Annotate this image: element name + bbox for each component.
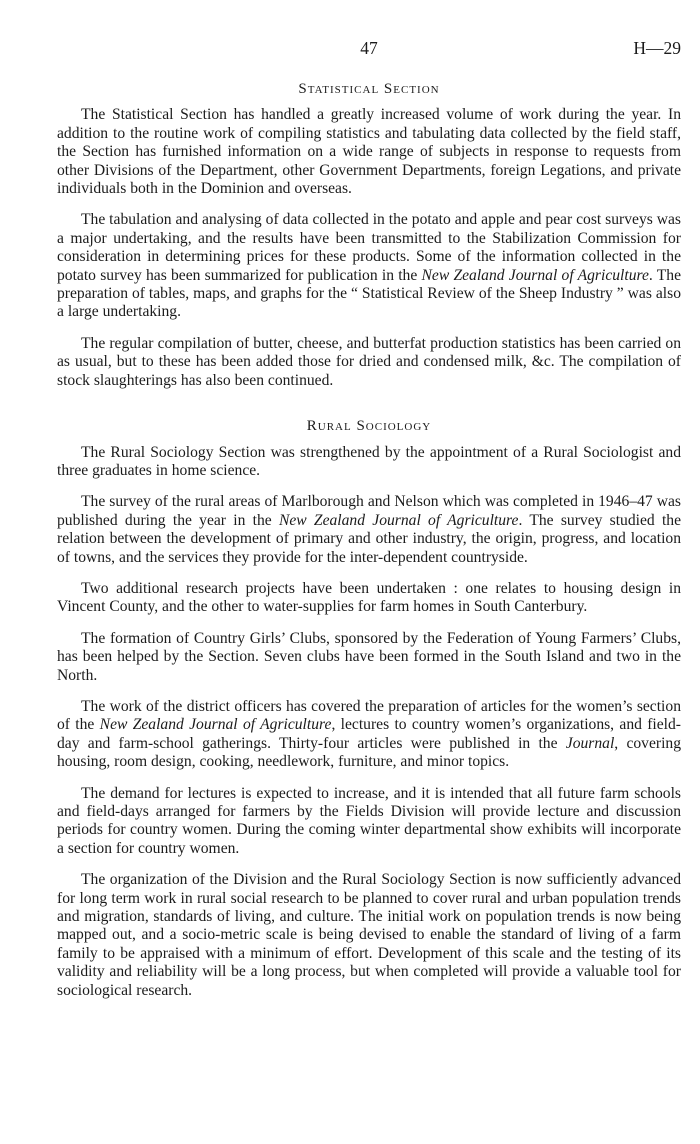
document-reference: H—29 [633,38,681,58]
paragraph [57,871,681,1000]
page-header [57,38,681,62]
paragraph-text: , lectures to country women’s organizations, and field-day and farm-school gatherings. Thirty-four articles were published in the [57,716,681,752]
paragraph [57,335,681,390]
paragraph [57,106,681,198]
paragraph-text: The tabulation and analysing of data collected in the potato and apple and pear cost surveys was a major undertaking, and the results have been transmitted to the Stabilization Commission for consideration in determining prices for these products. Some of the information collected in the potato survey has been summarized for publication in the [57,211,681,284]
italic-title: Journal [565,734,615,752]
paragraph [57,630,681,685]
paragraph-text: The formation of Country Girls’ Clubs, sponsored by the Federation of Young Farmers’ Clubs, has been helped by the Section. Seven clubs have been formed in the South Island and two in the North. [57,629,681,684]
paragraph-text: . The survey studied the relation between the development of primary and other industry, the origin, progress, and location of towns, and the services they provide for the inter-dependent countryside. [57,511,682,566]
paragraph-text: The organization of the Division and the Rural Sociology Section is now sufficiently advanced for long term work in rural social research to be planned to cover rural and urban population trends and migration, standards of living, and culture. The initial work on population trends is now being mapped out, and a socio-metric scale is being devised to enable the standard of living of a farm family to be appraised with a minimum of effort. Development of this scale and the testing of its validity and reliability will be a long process, but when completed will provide a valuable tool for sociological research. [57,871,681,999]
paragraph-text: The work of the district officers has covered the preparation of articles for the women’s section of the [57,697,681,734]
paragraph [57,698,681,772]
section-title: Rural Sociology [306,418,432,435]
paragraph-text: , covering housing, room design, cooking, needlework, furniture, and minor topics. [57,734,682,771]
italic-title: New Zealand Journal of Agriculture [421,266,649,284]
section-title: Statistical Section [298,81,440,97]
paragraph-text: The demand for lectures is expected to increase, and it is intended that all future farm schools and field-days arranged for farmers by the Fields Division will provide lecture and discussion periods for country women. During the coming winter departmental show exhibits will incorporate a section for country women. [57,784,681,857]
italic-title: New Zealand Journal of Agriculture [278,511,519,529]
paragraph [57,580,681,617]
paragraph [57,444,681,481]
paragraph [57,211,681,321]
page-number: 47 [360,38,378,58]
paragraph-text: Two additional research projects have been undertaken : one relates to housing design in Vincent County, and the other to water-supplies for farm homes in South Canterbury. [57,579,681,616]
paragraph-text: The regular compilation of butter, cheese, and butterfat production statistics has been carried on as usual, but to these has been added those for dried and condensed milk, &c. The compilation of stock slaughterings has also been continued. [57,334,681,389]
document-body [57,80,681,1013]
paragraph-text: The survey of the rural areas of Marlborough and Nelson which was completed in 1946–47 was published during the year in the [57,493,681,529]
paragraph-text: . The preparation of tables, maps, and graphs for the “ Statistical Review of the Sheep Industry ” was also a large undertaking. [57,266,682,321]
italic-title: New Zealand Journal of Agriculture [99,716,332,734]
paragraph [57,785,681,859]
paragraph [57,493,681,567]
paragraph-text: The Statistical Section has handled a greatly increased volume of work during the year. In addition to the routine work of compiling statistics and tabulating data collected by the field staff, the Section has furnished information on a wide range of subjects in response to requests from other Divisions of the Department, other Government Departments, foreign Legations, and private individuals both in the Dominion and overseas. [57,106,681,198]
paragraph-text: The Rural Sociology Section was strengthened by the appointment of a Rural Sociologist and three graduates in home science. [57,443,681,479]
